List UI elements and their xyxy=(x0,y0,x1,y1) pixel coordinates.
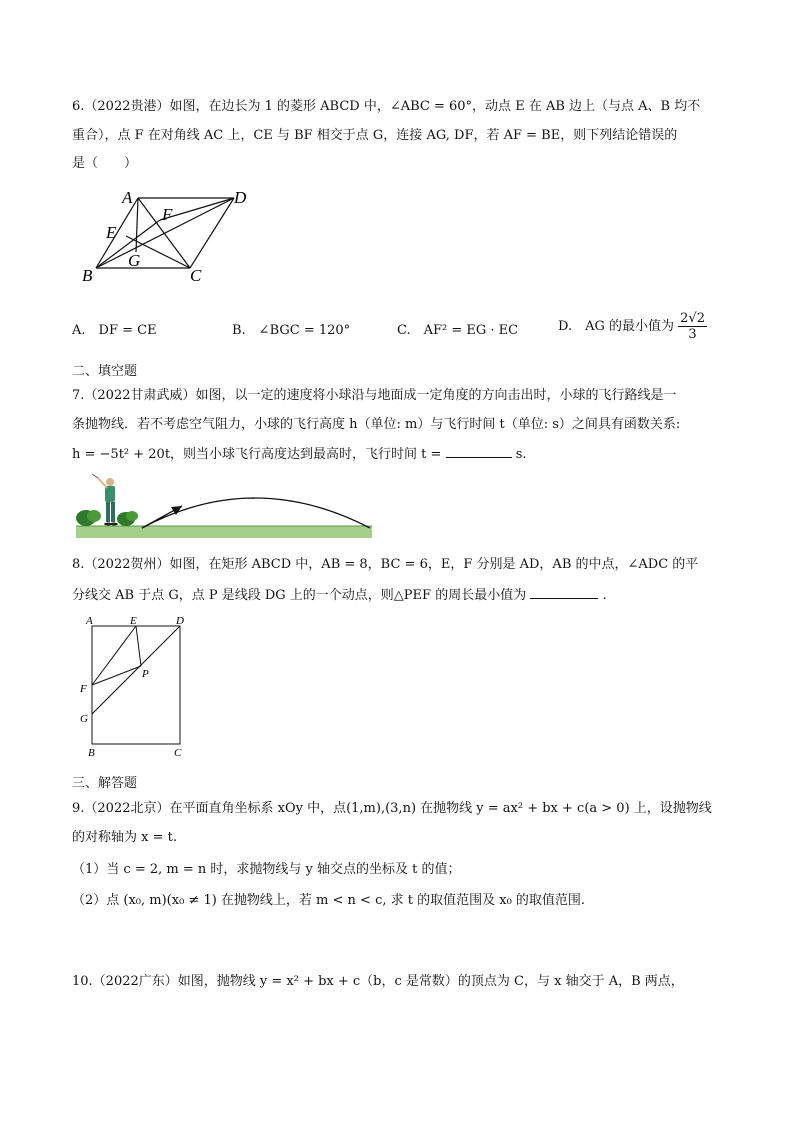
label-F: F xyxy=(80,683,87,695)
label-A: A xyxy=(122,188,133,207)
label-F: F xyxy=(162,205,173,224)
q9-line1: 9.（2022北京）在平面直角坐标系 xOy 中，点(1,m),(3,n) 在抛物线 y = ax² + bx + c(a > 0) 上，设抛物线 xyxy=(72,801,712,816)
q6-option-d xyxy=(558,311,707,342)
q8-line2 xyxy=(72,586,607,604)
label-D: D xyxy=(234,188,247,207)
section-solve: 三、解答题 xyxy=(72,776,138,791)
label-C: C xyxy=(190,266,202,285)
q6-option-a: A. DF = CE xyxy=(72,323,157,338)
golf-illustration xyxy=(74,472,374,542)
q6-line1: 6.（2022贵港）如图，在边长为 1 的菱形 ABCD 中，∠ABC = 60°，动点 E 在 AB 边上（与点 A、B 均不 xyxy=(72,99,701,114)
q8-line2-end: . xyxy=(602,588,607,603)
q9-line2: 的对称轴为 x = t. xyxy=(72,830,177,845)
q7-line3 xyxy=(72,445,527,463)
answer-blank xyxy=(530,586,598,599)
answer-blank xyxy=(446,445,512,458)
label-G: G xyxy=(128,251,141,270)
q6-option-b: B. ∠BGC = 120° xyxy=(232,323,351,338)
section-fill-in: 二、填空题 xyxy=(72,364,138,379)
label-A: A xyxy=(86,615,93,627)
fraction-numerator: 2√2 xyxy=(680,311,705,326)
q6-line3: 是（ ） xyxy=(72,156,138,171)
q9-sub1: （1）当 c = 2, m = n 时，求抛物线与 y 轴交点的坐标及 t 的值； xyxy=(72,862,461,877)
label-P: P xyxy=(142,668,149,680)
q7-line3-unit: s. xyxy=(515,447,527,462)
label-B: B xyxy=(82,266,93,285)
q6-line2: 重合），点 F 在对角线 AC 上，CE 与 BF 相交于点 G，连接 AG, DF，若 AF = BE，则下列结论错误的 xyxy=(72,128,678,143)
label-E: E xyxy=(106,223,117,242)
q7-line1: 7.（2022甘肃武威）如图，以一定的速度将小球沿与地面成一定角度的方向击出时，小球的飞行路线是一 xyxy=(72,388,677,403)
q8-line1: 8.（2022贺州）如图，在矩形 ABCD 中，AB = 8，BC = 6，E，F 分别是 AD，AB 的中点，∠ADC 的平 xyxy=(72,557,699,572)
q7-line3-text: h = −5t² + 20t，则当小球飞行高度达到最高时，飞行时间 t = xyxy=(72,447,442,462)
rectangle-diagram xyxy=(76,612,196,760)
q6-option-c: C. AF² = EG · EC xyxy=(397,323,519,338)
fraction-denominator: 3 xyxy=(688,327,697,342)
q7-line2: 条抛物线．若不考虑空气阻力，小球的飞行高度 h（单位: m）与飞行时间 t（单位: s）之间具有函数关系: xyxy=(72,417,681,432)
label-G: G xyxy=(80,713,88,725)
label-E: E xyxy=(130,615,137,627)
q6-option-d-fraction xyxy=(678,311,707,342)
label-D: D xyxy=(176,615,184,627)
q10-line1: 10.（2022广东）如图，抛物线 y = x² + bx + c（b，c 是常数）的顶点为 C，与 x 轴交于 A，B 两点， xyxy=(72,974,684,989)
rhombus-diagram xyxy=(76,184,266,286)
q9-sub2: （2）点 (x₀, m)(x₀ ≠ 1) 在抛物线上，若 m < n < c, 求 t 的取值范围及 x₀ 的取值范围. xyxy=(72,893,586,908)
q6-option-d-text: D. AG 的最小值为 xyxy=(558,319,674,334)
label-C: C xyxy=(174,747,182,759)
q8-line2-text: 分线交 AB 于点 G，点 P 是线段 DG 上的一个动点，则△PEF 的周长最小值为 xyxy=(72,588,527,603)
label-B: B xyxy=(88,747,95,759)
